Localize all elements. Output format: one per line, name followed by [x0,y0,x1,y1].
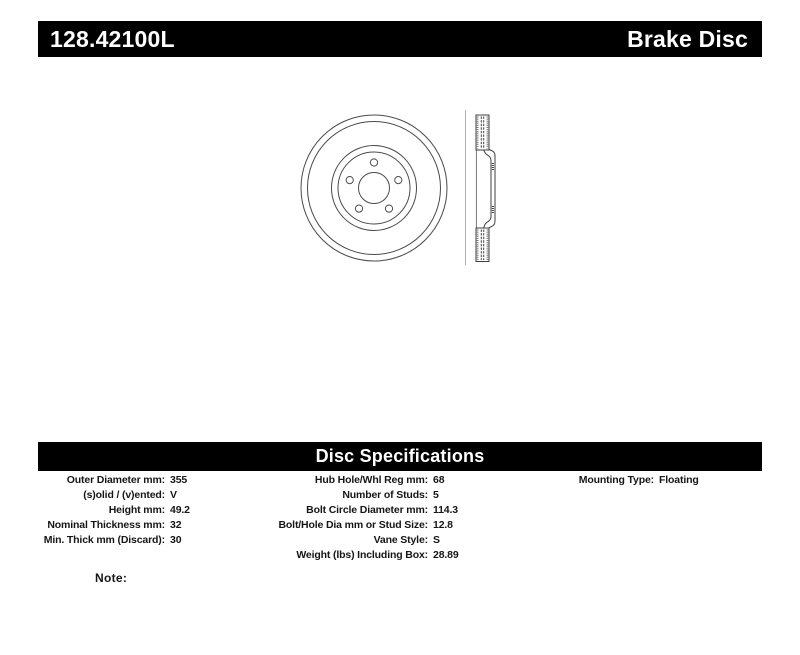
spec-label: Outer Diameter mm: [66,474,165,486]
hub-outer-circle [332,146,417,231]
hub-inner-circle [338,152,410,224]
spec-label: Vane Style: [373,534,428,546]
spec-value: 49.2 [170,504,190,516]
spec-value: 32 [170,519,182,531]
hat-section-inner [484,150,491,228]
spec-row [270,473,570,488]
spec-table [38,473,762,563]
spec-value: 28.89 [433,549,459,561]
spec-row [270,518,570,533]
spec-row [270,488,570,503]
spec-label: (s)olid / (v)ented: [83,489,165,501]
spec-value: 68 [433,474,445,486]
technical-drawing [280,95,530,275]
spec-column-right [570,473,762,488]
disc-rim-circle [308,122,441,255]
spec-value: 30 [170,534,182,546]
spec-row [38,503,270,518]
spec-label: Mounting Type: [578,474,654,486]
note-label: Note: [95,571,128,585]
spec-value: 114.3 [433,504,458,516]
disc-outer-edge [301,115,447,261]
spec-label: Hub Hole/Whl Reg mm: [314,474,428,486]
stud-hole [346,177,353,184]
stud-hole [385,205,392,212]
spec-value: Floating [659,474,699,486]
spec-column-left [38,473,270,548]
spec-label: Weight (lbs) Including Box: [296,549,428,561]
brake-disc-front-view-drawing [301,115,447,261]
spec-row [270,533,570,548]
spec-value: S [433,534,440,546]
spec-row [38,518,270,533]
stud-hole [395,177,402,184]
spec-row [38,473,270,488]
spec-value: 12.8 [433,519,453,531]
spec-column-middle [270,473,570,563]
spec-label: Min. Thick mm (Discard): [43,534,165,546]
spec-label: Bolt Circle Diameter mm: [306,504,428,516]
spec-label: Number of Studs: [342,489,428,501]
header-bar [38,21,762,57]
spec-value: V [170,489,177,501]
spec-section-title: Disc Specifications [315,446,485,466]
stud-hole [355,205,362,212]
center-hole [359,173,390,204]
brake-disc-cross-section-drawing [466,110,496,265]
spec-row [270,548,570,563]
spec-label: Height mm: [108,504,165,516]
spec-label: Bolt/Hole Dia mm or Stud Size: [278,519,428,531]
spec-row [38,533,270,548]
spec-row [270,503,570,518]
spec-section-header [38,442,762,471]
spec-label: Nominal Thickness mm: [47,519,165,531]
product-type-title: Brake Disc [627,25,748,52]
stud-hole [370,159,377,166]
part-number: 128.42100L [50,25,175,52]
hat-section-outer [489,150,495,228]
spec-row [570,473,762,488]
spec-row [38,488,270,503]
spec-value: 5 [433,489,439,501]
spec-value: 355 [170,474,188,486]
